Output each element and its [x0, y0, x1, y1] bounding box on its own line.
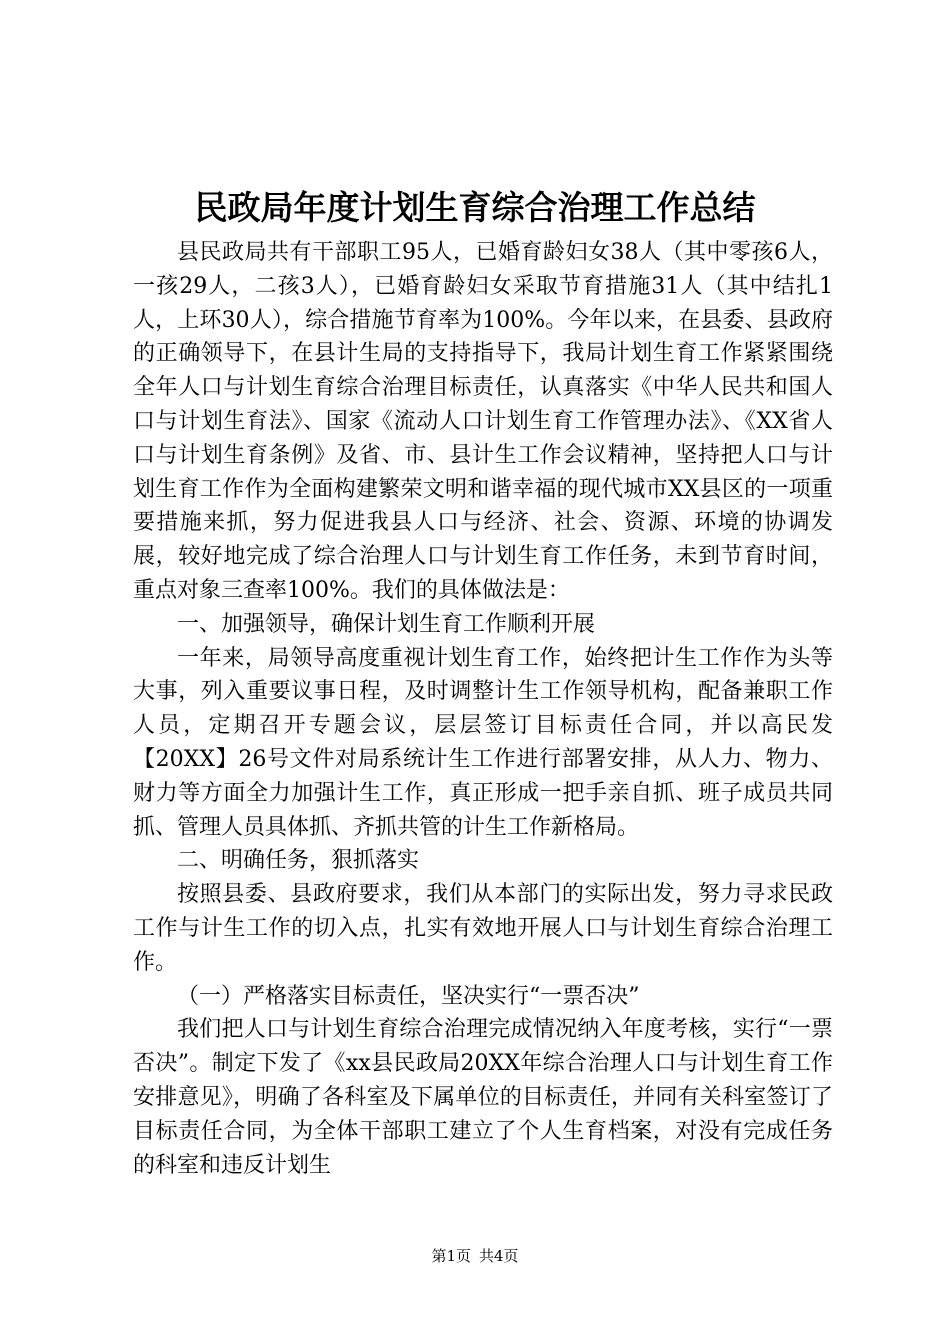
- section-heading-2: 二、明确任务，狠抓落实: [177, 848, 420, 874]
- paragraph-leadership: 一年来，局领导高度重视计划生育工作，始终把计生工作作为头等大事，列入重要议事日程，及时调整计生工作领导机构，配备兼职工作人员，定期召开专题会议，层层签订目标责任合同，并以高民发【20XX】26号文件对局系统计生工作进行部署安排，从人力、物力、财力等方面全力加强计生工作，真正形成一把手亲自抓、班子成员共同抓、管理人员具体抓、齐抓共管的计生工作新格局。: [133, 645, 833, 840]
- page-total: 共4页: [479, 1247, 519, 1265]
- paragraph-targets: 我们把人口与计划生育综合治理完成情况纳入年度考核，实行“一票否决”。制定下发了《xx县民政局20XX年综合治理人口与计划生育工作安排意见》，明确了各科室及下属单位的目标责任，并同有关科室签订了目标责任合同，为全体干部职工建立了个人生育档案，对没有完成任务的科室和违反计划生: [133, 1017, 833, 1178]
- paragraph-intro: 县民政局共有干部职工95人，已婚育龄妇女38人（其中零孩6人，一孩29人，二孩3人），已婚育龄妇女采取节育措施31人（其中结扎1人，上环30人），综合措施节育率为100%。今年以来，在县委、县政府的正确领导下，在县计生局的支持指导下，我局计划生育工作紧紧围绕全年人口与计划生育综合治理目标责任，认真落实《中华人民共和国人口与计划生育法》、国家《流动人口计划生育工作管理办法》、《XX省人口与计划生育条例》及省、市、县计生工作会议精神，坚持把人口与计划生育工作作为全面构建繁荣文明和谐幸福的现代城市XX县区的一项重要措施来抓，努力促进我县人口与经济、社会、资源、环境的协调发展，较好地完成了综合治理人口与计划生育工作任务，未到节育时间，重点对象三查率100%。我们的具体做法是：: [133, 240, 833, 603]
- paragraph-tasks: 按照县委、县政府要求，我们从本部门的实际出发，努力寻求民政工作与计生工作的切入点，扎实有效地开展人口与计划生育综合治理工作。: [133, 882, 833, 975]
- section-heading-1: 一、加强领导，确保计划生育工作顺利开展: [177, 611, 596, 637]
- page-footer: [0, 1246, 950, 1266]
- document-body: [133, 236, 833, 1182]
- page-number: 第1页: [431, 1247, 471, 1265]
- subsection-heading-1: （一）严格落实目标责任，坚决实行“一票否决”: [177, 983, 640, 1009]
- document-title: 民政局年度计划生育综合治理工作总结: [194, 188, 756, 227]
